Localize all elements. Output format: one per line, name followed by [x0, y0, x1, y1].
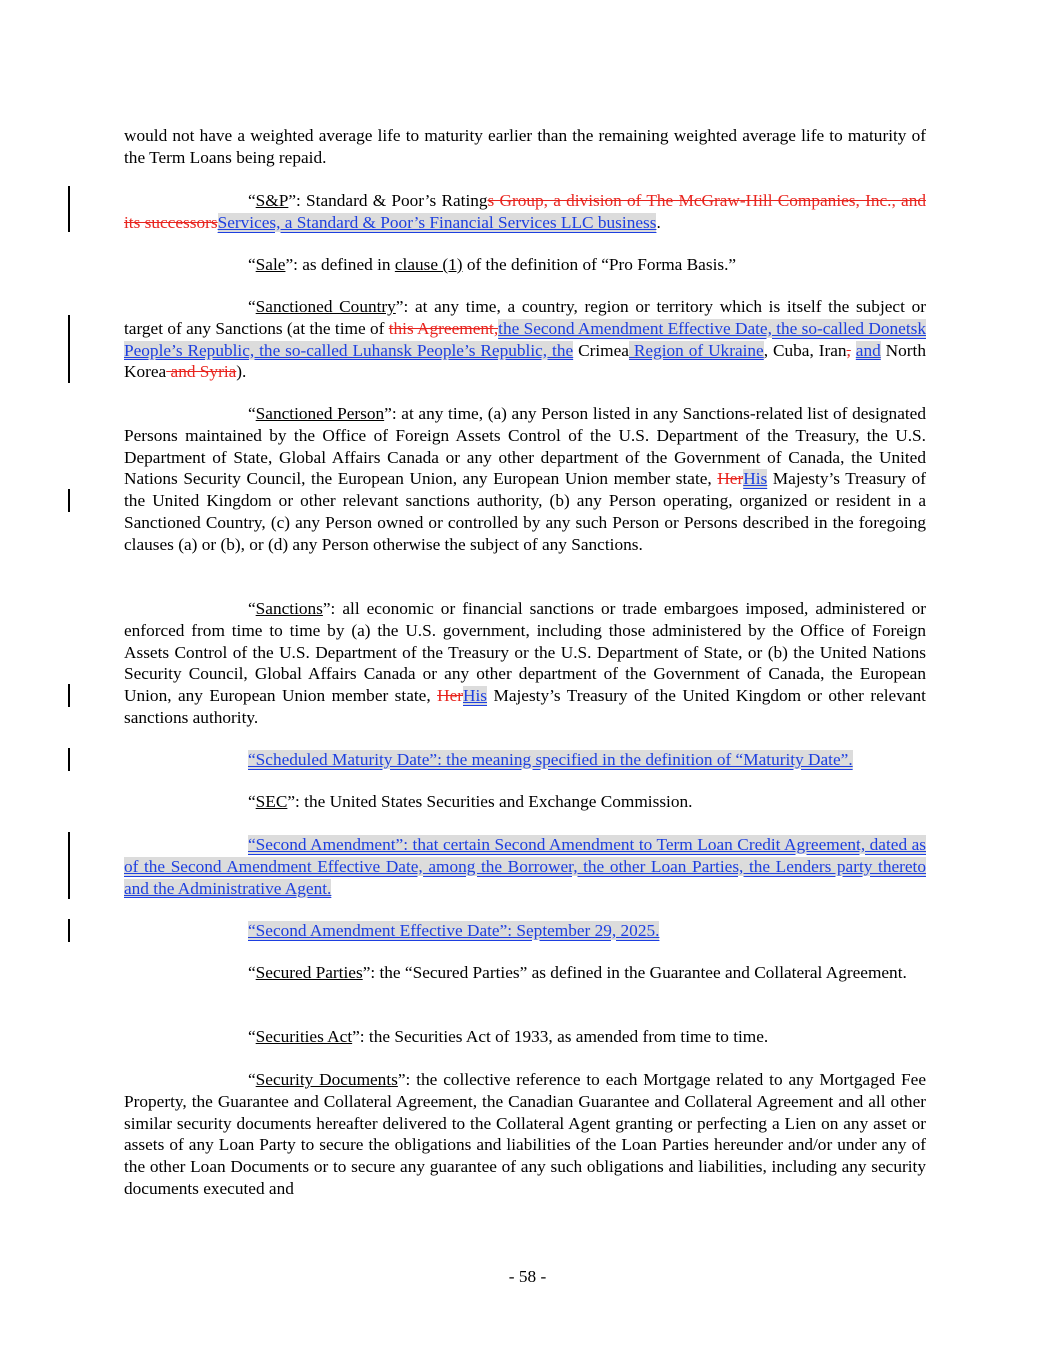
inserted-text: “Scheduled Maturity Date”: the meaning specified in the definition of “Maturity Date”.: [248, 750, 853, 769]
definition-secured-parties: [124, 962, 926, 984]
body-text: Majesty’s Treasury of the United Kingdom or other relevant sanctions authority, (b) any Person operating, organized or resident in a Sanctioned Country, (c) any Person owned or controlled by any such Person or Persons described in the foregoing clauses (a) or (b), or (d) any Person otherwise the subject of any Sanctions.: [124, 469, 926, 554]
body-text: of the definition of “Pro Forma Basis.”: [462, 255, 737, 274]
deleted-text: Her: [437, 686, 463, 706]
definition-sanctioned-person: [124, 403, 926, 556]
body-text: .: [656, 212, 661, 232]
quote-open: “: [248, 963, 256, 982]
inserted-text: and: [855, 340, 881, 360]
body-text: ”: all economic or financial sanctions or trade embargoes imposed, administered or enforced from time to time by (a) the U.S. government, including those administered by the Office of Foreign Assets Control of the U.S. Department of the Treasury or the U.S. Department of State, or (b) the United Nations Security Council, Global Affairs Canada or any other department of the Government of Canada, the European Union, any European Union member state,: [124, 599, 926, 706]
continuation-paragraph: [124, 125, 926, 169]
definition-sec: [124, 791, 926, 813]
inserted-text: “Second Amendment Effective Date”: September 29, 2025.: [248, 921, 660, 940]
body-text: ”: the Securities Act of 1933, as amended from time to time.: [352, 1027, 769, 1046]
page-number: - 58 -: [508, 1267, 547, 1286]
change-bar: [68, 684, 70, 707]
quote-open: “: [248, 297, 256, 316]
definition-second-amendment: [124, 834, 926, 899]
body-text: ).: [236, 362, 247, 382]
body-text: Crimea: [573, 340, 629, 360]
change-bar: [68, 832, 70, 899]
quote-open: “: [248, 1027, 256, 1046]
quote-open: “: [248, 1070, 256, 1089]
quote-open: “: [248, 404, 256, 423]
definition-scheduled-maturity-date: [248, 749, 948, 771]
body-text: Majesty’s Treasury of the United Kingdom or other relevant sanctions authority.: [124, 686, 926, 727]
definition-sanctions: [124, 598, 926, 729]
inserted-text: His: [463, 686, 488, 706]
body-text: ”: at any time, (a) any Person listed in any Sanctions-related list of designated Persons maintained by the Office of Foreign Assets Control of the U.S. Department of the Treasury, the U.S. Department of State, Global Affairs Canada or any other department of the Government of Canada, the United Nations Security Council, the European Union, any European Union member state,: [124, 404, 926, 489]
deleted-text: Her: [717, 469, 744, 489]
body-text: would not have a weighted average life to maturity earlier than the remaining weighted average life to maturity of the Term Loans being repaid.: [124, 126, 926, 167]
body-text: ”: the collective reference to each Mortgage related to any Mortgaged Fee Property, the Guarantee and Collateral Agreement, the Canadian Guarantee and Collateral Agreement and all other similar security documents hereafter delivered to the Collateral Agent granting or perfecting a Lien on any asset or assets of any Loan Party to secure the obligations and liabilities of the Loan Parties hereunder and/or under any of the other Loan Documents or to secure any guarantee of any such obligations and liabilities, including any security documents executed and: [124, 1070, 926, 1198]
definition-security-documents: [124, 1069, 926, 1200]
clause-reference: clause (1): [394, 255, 463, 274]
defined-term: Sanctioned Country: [255, 297, 396, 316]
change-bar: [68, 489, 70, 512]
definition-sale: [124, 254, 926, 276]
quote-open: “: [248, 191, 256, 210]
defined-term: Sanctions: [255, 599, 323, 618]
body-text: North Korea: [124, 340, 926, 382]
change-bar: [68, 919, 70, 942]
inserted-text: Region of Ukraine: [628, 340, 764, 360]
body-text: ”: Standard & Poor’s Rating: [288, 191, 488, 210]
deleted-text: and Syria: [166, 362, 237, 382]
deleted-text: s Group, a division of The McGraw-Hill Companies, Inc., and its successors: [124, 191, 926, 232]
body-text: ”: at any time, a country, region or territory which is itself the subject or target of any Sanctions (at the time of: [124, 297, 926, 338]
definition-second-amendment-effective-date: [248, 920, 948, 942]
change-bar: [68, 186, 70, 232]
defined-term: S&P: [255, 191, 289, 210]
definition-sp: [124, 190, 926, 234]
definition-sanctioned-country: [124, 296, 926, 383]
change-bar: [68, 315, 70, 383]
change-bar: [68, 748, 70, 771]
inserted-text: His: [743, 469, 768, 489]
inserted-text: Services, a Standard & Poor’s Financial Services LLC business: [217, 212, 657, 232]
deleted-text: this Agreement,: [388, 318, 499, 338]
quote-open: “: [248, 599, 256, 618]
inserted-text: “Second Amendment”: that certain Second Amendment to Term Loan Credit Agreement, dated as of the Second Amendment Effective Date, among the Borrower, the other Loan Parties, the Lenders party thereto and the Administrative Agent.: [124, 835, 926, 898]
defined-term: Securities Act: [255, 1027, 353, 1046]
body-text: ”: the “Secured Parties” as defined in the Guarantee and Collateral Agreement.: [362, 963, 907, 982]
defined-term: Secured Parties: [255, 963, 363, 982]
quote-open: “: [248, 792, 256, 811]
body-text: ”: as defined in: [285, 255, 395, 274]
body-text: ”: the United States Securities and Exchange Commission.: [287, 792, 693, 811]
defined-term: SEC: [255, 792, 288, 811]
defined-term: Sanctioned Person: [255, 404, 385, 423]
inserted-text: the Second Amendment Effective Date, the so-called Donetsk People’s Republic, the so-called Luhansk People’s Republic, the: [124, 318, 926, 360]
definition-securities-act: [124, 1026, 926, 1048]
defined-term: Security Documents: [255, 1070, 398, 1089]
defined-term: Sale: [255, 255, 286, 274]
body-text: , Cuba, Iran: [763, 340, 847, 360]
quote-open: “: [248, 255, 256, 274]
deleted-text: ,: [846, 340, 851, 360]
